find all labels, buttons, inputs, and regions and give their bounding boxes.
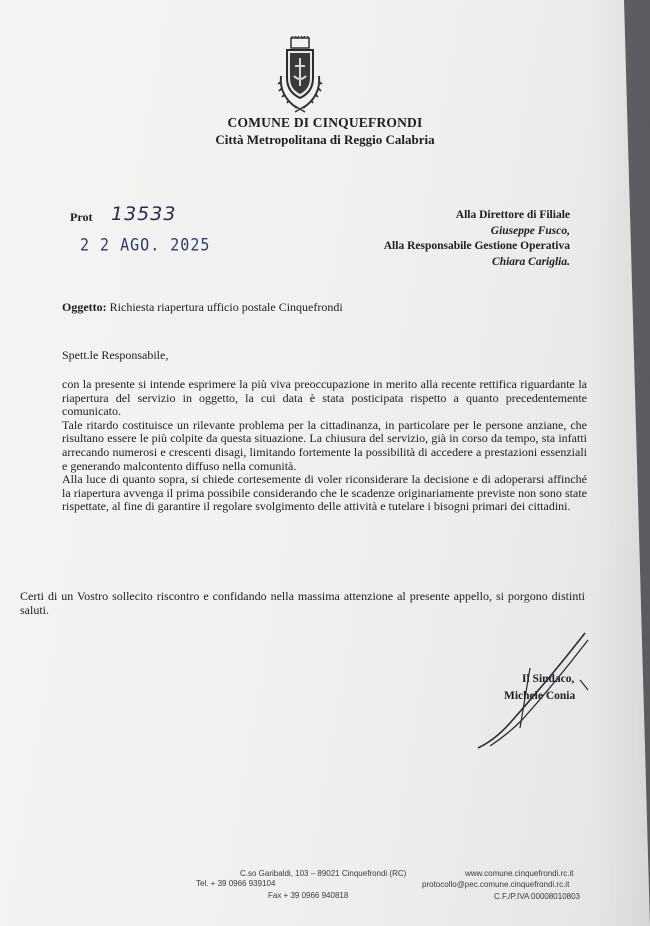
subject-line — [62, 300, 343, 315]
footer-pec: protocollo@pec.comune.cinquefrondi.rc.it — [422, 880, 570, 889]
closing-paragraph: Certi di un Vostro sollecito riscontro e confidando nella massima attenzione al presente appello, si porgono distinti saluti. — [20, 589, 585, 617]
municipality-subtitle: Città Metropolitana di Reggio Calabria — [215, 132, 435, 147]
footer-address: C.so Garibaldi, 103 – 89021 Cinquefrondi (RC) — [240, 869, 407, 878]
recipient-line: Giuseppe Fusco, — [490, 224, 570, 237]
body-paragraph: Tale ritardo costituisce un rilevante problema per la cittadinanza, in particolare per le persone anziane, che risultano essere le più colpite da questa situazione. La chiusura del servizio, già in corso da tempo, sta infatti arrecando numerosi e crescenti disagi, limitando fortemente la possibilità di accedere a prestazioni essenziali e generando malcontento diffuso nella comunità. — [62, 417, 587, 473]
signature-name: Michele Conia — [504, 690, 576, 702]
footer-tel: Tel. + 39 0966 939104 — [196, 879, 276, 888]
protocol-number: 13533 — [111, 203, 177, 225]
footer-vat: C.F./P.IVA 00008010803 — [494, 892, 580, 901]
footer-fax: Fax + 39 0966 940818 — [268, 891, 349, 900]
letter-body — [62, 378, 587, 514]
footer-website: www.comune.cinquefrondi.rc.it — [465, 869, 574, 878]
municipality-name: COMUNE DI CINQUEFRONDI — [227, 115, 423, 130]
handwritten-signature-icon — [470, 628, 595, 753]
municipal-crest-icon — [275, 36, 325, 114]
subject-label: Oggetto: — [62, 300, 107, 314]
recipient-line: Chiara Cariglia. — [492, 255, 570, 268]
recipient-line: Alla Responsabile Gestione Operativa — [383, 240, 570, 252]
recipient-block — [384, 208, 570, 270]
salutation: Spett.le Responsabile, — [62, 348, 169, 362]
recipient-line: Alla Direttore di Filiale — [455, 209, 570, 221]
subject-text: Richiesta riapertura ufficio postale Cinquefrondi — [109, 300, 343, 314]
signature-title: Il Sindaco, — [522, 673, 575, 685]
protocol-date-stamp: 2 2 AGO. 2025 — [80, 234, 211, 256]
body-paragraph: Alla luce di quanto sopra, si chiede cortesemente di voler riconsiderare la decisione e di adoperarsi affinché la riapertura avvenga il prima possibile considerando che le scadenze originariamente previste non sono state rispettate, al fine di garantire il regolare svolgimento delle attività e tutelare i bisogni primari dei cittadini. — [62, 472, 587, 514]
protocol-label: Prot — [70, 210, 93, 224]
body-paragraph: con la presente si intende esprimere la più viva preoccupazione in merito alla recente rettifica riguardante la riapertura del servizio in oggetto, la cui data è stata posticipata rispetto a quanto precedentemente comunicato. — [62, 377, 587, 419]
